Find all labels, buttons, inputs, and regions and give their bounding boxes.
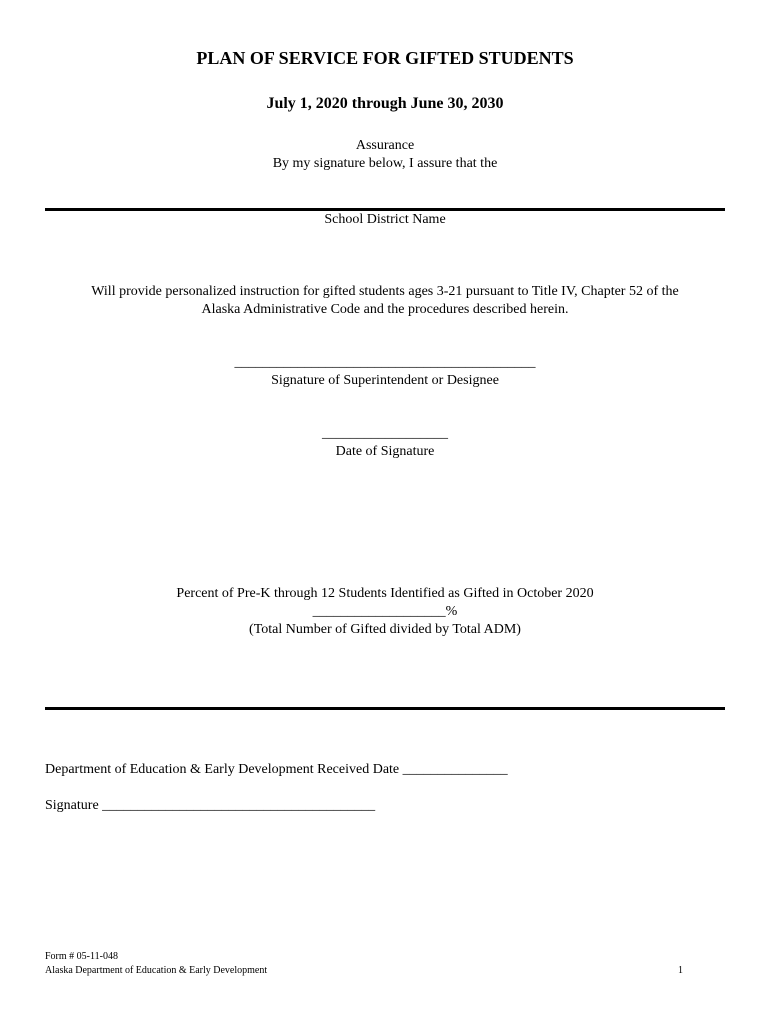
plan-period: July 1, 2020 through June 30, 2030 xyxy=(266,95,504,112)
superintendent-signature-blank: ___________________________________________ xyxy=(234,355,536,370)
superintendent-signature-label: Signature of Superintendent or Designee xyxy=(271,373,499,388)
department-signature: Signature _______________________________________ xyxy=(45,798,376,813)
assurance-intro: By my signature below, I assure that the xyxy=(272,156,498,171)
assurance-heading: Assurance xyxy=(355,138,415,153)
date-signature-label: Date of Signature xyxy=(335,444,435,459)
percent-gifted-label: Percent of Pre-K through 12 Students Identified as Gifted in October 2020 xyxy=(176,586,594,601)
statement-line-2: Alaska Administrative Code and the procedures described herein. xyxy=(201,302,569,317)
statement-line-1: Will provide personalized instruction for gifted students ages 3-21 pursuant to Title IV, Chapter 52 of the xyxy=(91,284,679,299)
section-divider xyxy=(45,707,725,710)
percent-gifted-blank: ___________________% xyxy=(312,604,458,619)
page-number: 1 xyxy=(678,965,683,976)
form-number: Form # 05-11-048 xyxy=(45,951,118,962)
district-name-label: School District Name xyxy=(324,212,446,227)
percent-gifted-note: (Total Number of Gifted divided by Total ADM) xyxy=(249,622,521,637)
department-received-date: Department of Education & Early Development Received Date _______________ xyxy=(45,762,508,777)
date-signature-blank: __________________ xyxy=(322,426,448,441)
footer-agency: Alaska Department of Education & Early Development xyxy=(45,965,268,976)
document-title: PLAN OF SERVICE FOR GIFTED STUDENTS xyxy=(196,48,574,68)
